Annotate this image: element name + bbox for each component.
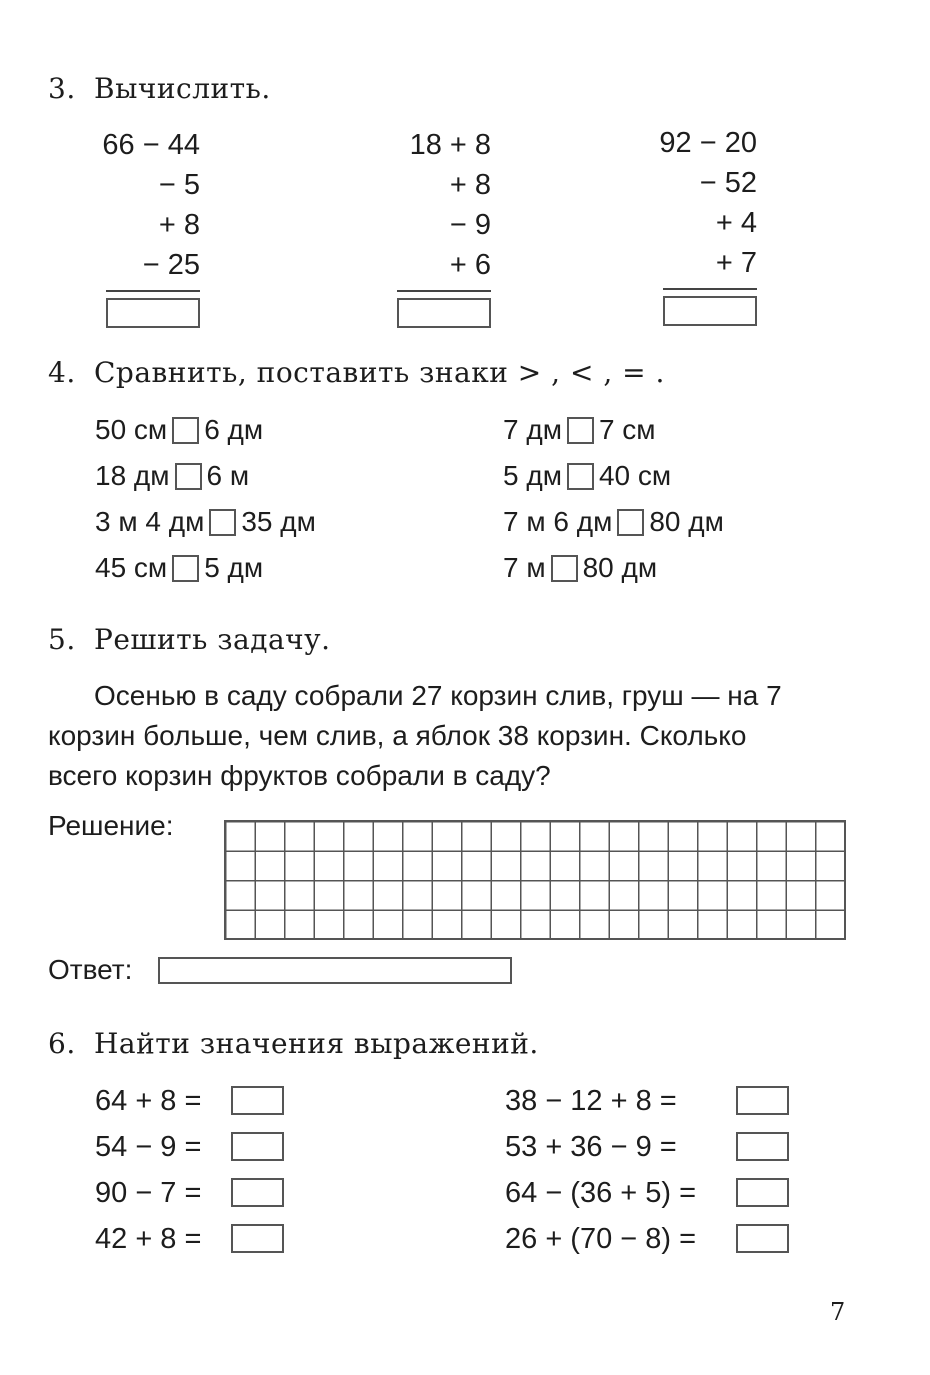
calc-column-1 xyxy=(80,125,200,285)
expression: 38 − 12 + 8 = xyxy=(505,1085,677,1117)
compare-right-value: 7 см xyxy=(598,414,656,445)
task-6-title xyxy=(48,1027,539,1060)
answer-box[interactable] xyxy=(397,298,491,328)
task-number: 6. xyxy=(48,1027,76,1060)
compare-row xyxy=(503,453,724,499)
result-box[interactable] xyxy=(231,1178,284,1207)
calc-line: + 8 xyxy=(449,169,491,201)
result-box[interactable] xyxy=(231,1086,284,1115)
expression-row xyxy=(95,1170,295,1216)
calc-line: − 52 xyxy=(699,167,757,199)
result-box[interactable] xyxy=(231,1132,284,1161)
solution-label: Решение: xyxy=(48,810,174,841)
calc-line: + 7 xyxy=(715,247,757,279)
expression-row xyxy=(505,1124,795,1170)
compare-right-value: 40 см xyxy=(598,460,672,491)
sign-box[interactable] xyxy=(567,417,594,444)
expression-row xyxy=(505,1216,795,1262)
expression-row xyxy=(95,1124,295,1170)
compare-left-value: 3 м 4 дм xyxy=(95,506,205,537)
expression: 90 − 7 = xyxy=(95,1177,202,1209)
expression: 53 + 36 − 9 = xyxy=(505,1131,677,1163)
task-title-text: Вычислить. xyxy=(94,72,271,105)
calc-line: 66 − 44 xyxy=(102,129,200,161)
calc-column-2 xyxy=(370,125,491,285)
sign-box[interactable] xyxy=(175,463,202,490)
task-4-title xyxy=(48,356,665,389)
sign-box[interactable] xyxy=(209,509,236,536)
answer-box[interactable] xyxy=(106,298,200,328)
sign-box[interactable] xyxy=(172,555,199,582)
compare-left-value: 7 м 6 дм xyxy=(503,506,613,537)
task-5-title xyxy=(48,623,331,656)
expression-row xyxy=(95,1216,295,1262)
sign-box[interactable] xyxy=(617,509,644,536)
expression-row xyxy=(505,1170,795,1216)
expression: 64 + 8 = xyxy=(95,1085,202,1117)
compare-left-value: 50 см xyxy=(95,414,168,445)
sign-box[interactable] xyxy=(172,417,199,444)
expression: 54 − 9 = xyxy=(95,1131,202,1163)
compare-right-value: 80 дм xyxy=(649,506,724,537)
compare-left-value: 5 дм xyxy=(503,460,562,491)
result-box[interactable] xyxy=(736,1178,789,1207)
task-title-text: Решить задачу. xyxy=(94,623,331,656)
task-3-title xyxy=(48,72,271,105)
task-title-text: Сравнить, поставить знаки > , < , = . xyxy=(94,356,665,389)
expression: 64 − (36 + 5) = xyxy=(505,1177,697,1209)
compare-right-value: 6 дм xyxy=(204,414,264,445)
compare-left-value: 7 м xyxy=(503,552,546,583)
sum-line xyxy=(106,290,200,292)
task-number: 4. xyxy=(48,356,76,389)
compare-row xyxy=(95,545,316,591)
compare-left-value: 45 см xyxy=(95,552,168,583)
calc-line: + 6 xyxy=(449,249,491,281)
sign-box[interactable] xyxy=(551,555,578,582)
calc-column-3 xyxy=(630,123,757,283)
compare-left-value: 18 дм xyxy=(95,460,170,491)
expressions-right xyxy=(505,1078,795,1262)
problem-line: корзин больше, чем слив, а яблок 38 корзин. Сколько xyxy=(48,720,747,751)
compare-row xyxy=(503,545,724,591)
result-box[interactable] xyxy=(736,1086,789,1115)
answer-box[interactable] xyxy=(663,296,757,326)
solution-grid[interactable] xyxy=(224,820,846,940)
calc-line: + 4 xyxy=(715,207,757,239)
expression-row xyxy=(505,1078,795,1124)
result-box[interactable] xyxy=(736,1132,789,1161)
problem-line: Осенью в саду собрали 27 корзин слив, груш — на 7 xyxy=(94,680,782,711)
compare-right-column xyxy=(503,407,724,591)
calc-line: 92 − 20 xyxy=(659,127,757,159)
result-box[interactable] xyxy=(231,1224,284,1253)
compare-right-value: 5 дм xyxy=(204,552,264,583)
compare-right-value: 80 дм xyxy=(582,552,658,583)
expression: 26 + (70 − 8) = xyxy=(505,1223,697,1255)
task-number: 5. xyxy=(48,623,76,656)
problem-text xyxy=(48,676,908,796)
calc-line: 18 + 8 xyxy=(409,129,491,161)
result-box[interactable] xyxy=(736,1224,789,1253)
compare-left-value: 7 дм xyxy=(503,414,562,445)
calc-line: − 5 xyxy=(158,169,200,201)
sum-line xyxy=(397,290,491,292)
calc-line: − 9 xyxy=(449,209,491,241)
compare-left-column xyxy=(95,407,316,591)
expressions-left xyxy=(95,1078,295,1262)
answer-field[interactable] xyxy=(158,957,512,984)
answer-label: Ответ: xyxy=(48,954,133,985)
page-number: 7 xyxy=(830,1298,846,1326)
compare-row xyxy=(503,407,724,453)
compare-row xyxy=(95,499,316,545)
expression-row xyxy=(95,1078,295,1124)
expression: 42 + 8 = xyxy=(95,1223,202,1255)
sum-line xyxy=(663,288,757,290)
compare-right-value: 6 м xyxy=(206,460,250,491)
problem-line: всего корзин фруктов собрали в саду? xyxy=(48,760,551,791)
compare-row xyxy=(503,499,724,545)
calc-line: − 25 xyxy=(142,249,200,281)
task-number: 3. xyxy=(48,72,76,105)
task-title-text: Найти значения выражений. xyxy=(94,1027,539,1060)
sign-box[interactable] xyxy=(567,463,594,490)
compare-right-value: 35 дм xyxy=(241,506,316,537)
compare-row xyxy=(95,453,316,499)
compare-row xyxy=(95,407,316,453)
calc-line: + 8 xyxy=(158,209,200,241)
